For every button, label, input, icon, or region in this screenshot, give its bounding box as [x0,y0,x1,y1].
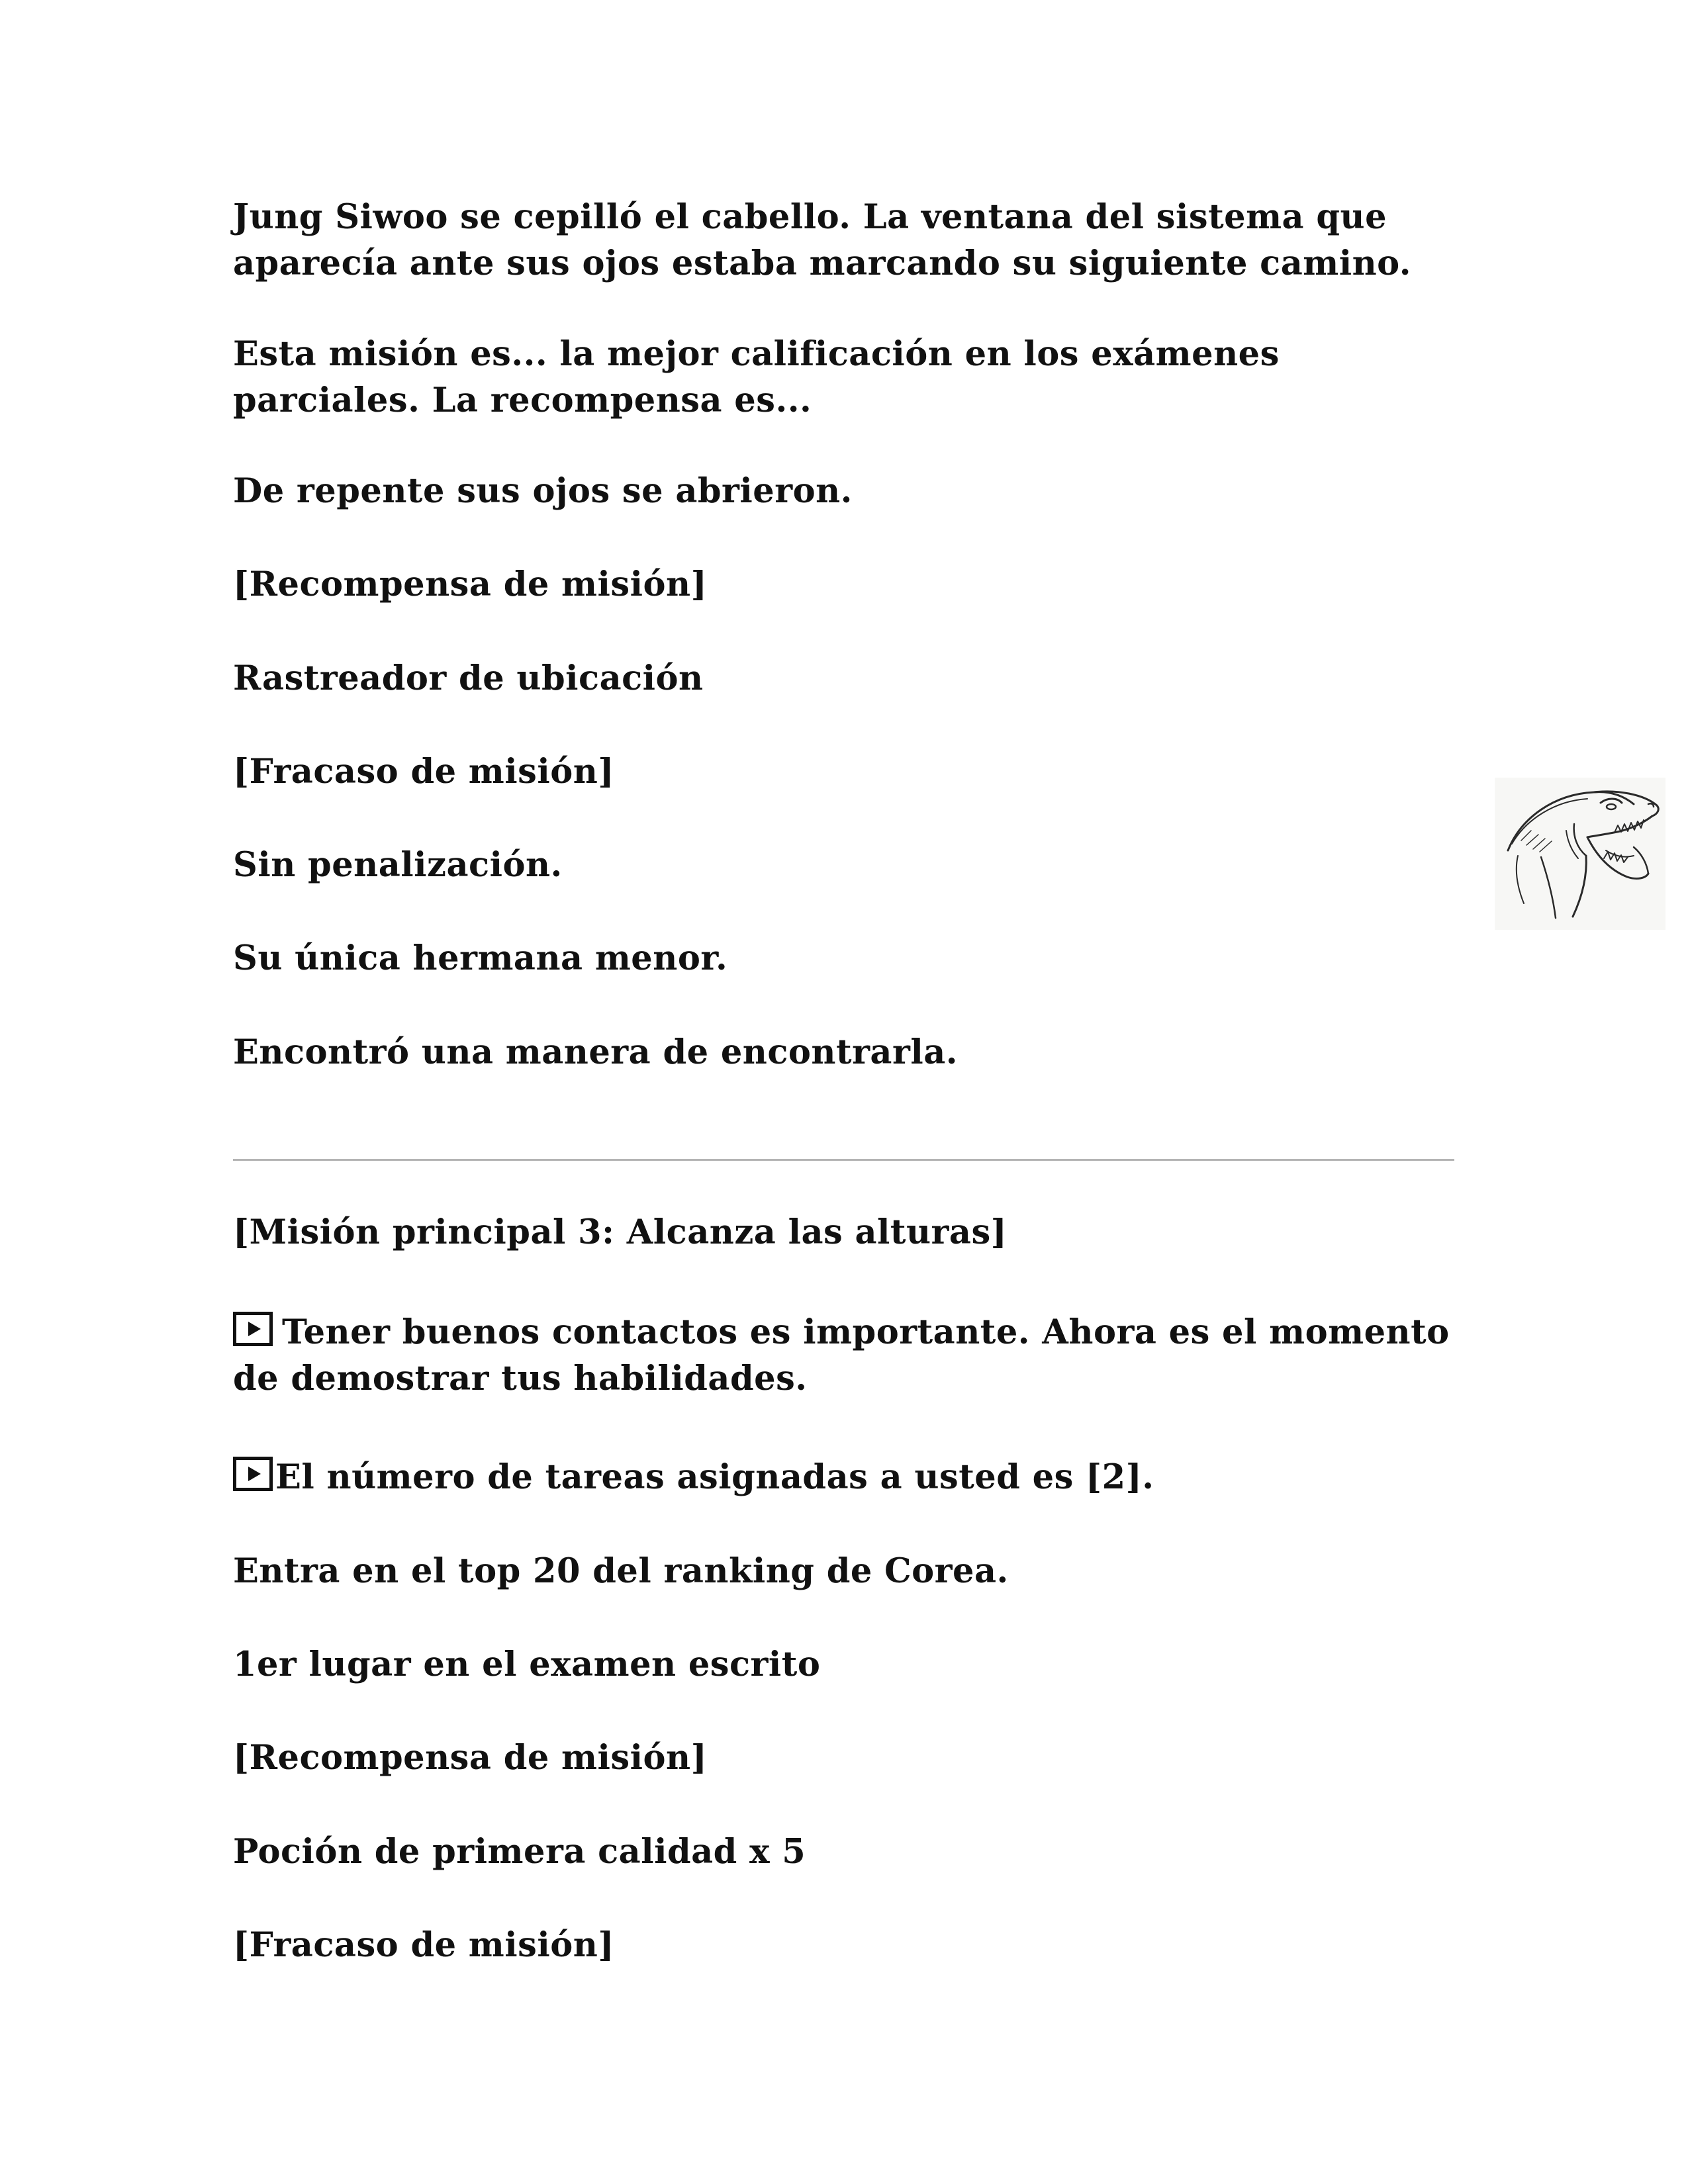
mission-reward-header: [Recompensa de misión] [233,1738,708,1778]
mission-task-2: 1er lugar en el examen escrito [233,1645,821,1684]
mission-bullet-2 [233,1454,1451,1500]
paragraph-sister: Su única hermana menor. [233,938,728,978]
paragraph-penalty: Sin penalización. [233,845,563,885]
mission-failure-header: [Fracaso de misión] [233,1925,614,1965]
paragraph-reward-header: [Recompensa de misión] [233,565,708,604]
play-icon [233,1457,273,1491]
paragraph-found-way: Encontró una manera de encontrarla. [233,1032,959,1072]
paragraph-failure-header: [Fracaso de misión] [233,752,614,792]
mission-bullet-1 [233,1309,1451,1402]
paragraph-eyes-opened: De repente sus ojos se abrieron. [233,471,853,511]
dinosaur-sketch-icon [1495,778,1665,930]
mission-reward: Poción de primera calidad x 5 [233,1832,806,1872]
paragraph-mission-desc: Esta misión es... la mejor calificación en los exámenes parciales. La recompensa es... [233,334,1280,420]
mission-title: [Misión principal 3: Alcanza las alturas] [233,1212,1008,1252]
mission-bullet-2-text: El número de tareas asignadas a usted es [2]. [275,1457,1154,1497]
play-icon [233,1312,273,1346]
mission-bullet-1-text: Tener buenos contactos es importante. Ahora es el momento de demostrar tus habilidades. [233,1312,1450,1398]
paragraph-intro: Jung Siwoo se cepilló el cabello. La ventana del sistema que aparecía ante sus ojos estaba marcando su siguiente camino. [233,197,1412,283]
mission-task-1: Entra en el top 20 del ranking de Corea. [233,1551,1009,1591]
paragraph-reward: Rastreador de ubicación [233,659,704,698]
section-divider [233,1159,1454,1161]
